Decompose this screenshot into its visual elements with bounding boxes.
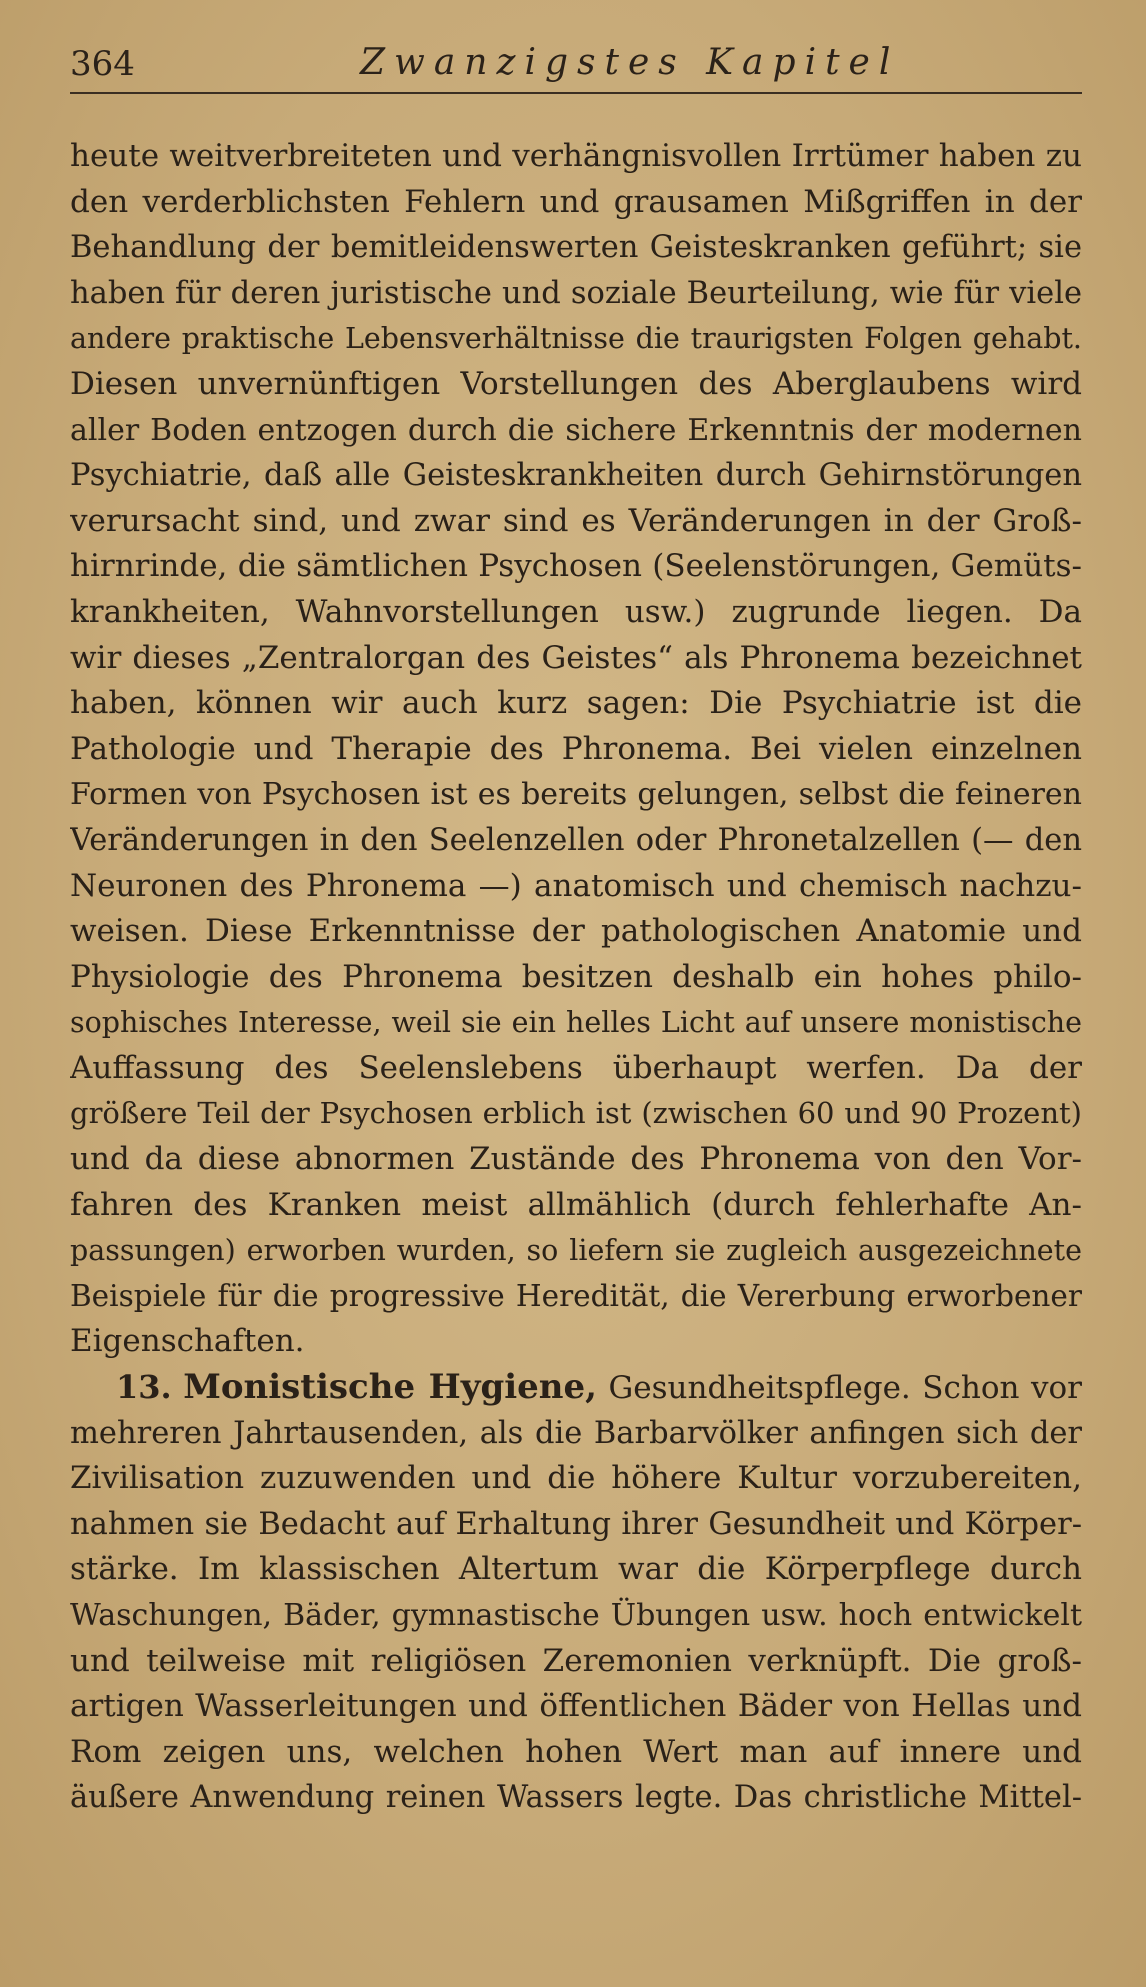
text-line: Waschungen, Bäder, gymnastische Übungen usw. hoch entwickelt xyxy=(70,1598,1082,1633)
text-line: Rom zeigen uns, welchen hohen Wert man auf innere und xyxy=(70,1733,1082,1770)
body-text xyxy=(70,134,1082,1821)
text-line: den verderblichsten Fehlern und grausamen Mißgriffen in der xyxy=(70,183,1082,220)
text-line: verursacht sind, und zwar sind es Veränderungen in der Groß- xyxy=(70,502,1082,539)
page-header xyxy=(70,40,1082,94)
text-line: und teilweise mit religiösen Zeremonien verknüpft. Die groß- xyxy=(70,1642,1082,1679)
text-line: Veränderungen in den Seelenzellen oder Phronetalzellen (— den xyxy=(70,822,1082,858)
text-line: Behandlung der bemitleidenswerten Geisteskranken geführt; sie xyxy=(70,230,1082,266)
text-line: Neuronen des Phronema —) anatomisch und chemisch nachzu- xyxy=(70,867,1082,904)
running-head: Zwanzigstes Kapitel xyxy=(360,42,900,83)
section-heading-line xyxy=(70,1365,1082,1411)
text-line: Auffassung des Seelenslebens überhaupt werfen. Da der xyxy=(70,1049,1082,1086)
text-line: Psychiatrie, daß alle Geisteskrankheiten durch Gehirnstörungen xyxy=(70,458,1082,494)
text-line: Beispiele für die progressive Heredität, die Vererbung erworbener xyxy=(70,1278,1082,1313)
text-line: größere Teil der Psychosen erblich ist (zwischen 60 und 90 Prozent) xyxy=(70,1096,1082,1131)
text-line: artigen Wasserleitungen und öffentlichen Bäder von Hellas und xyxy=(70,1688,1082,1725)
section-title: Monistische Hygiene, xyxy=(183,1367,597,1408)
text-line: sophisches Interesse, weil sie ein helles Licht auf unsere monistische xyxy=(70,1006,1082,1040)
text-line: nahmen sie Bedacht auf Erhaltung ihrer Gesundheit und Körper- xyxy=(70,1506,1082,1542)
text-line: haben, können wir auch kurz sagen: Die Psychiatrie ist die xyxy=(70,685,1082,722)
section-number: 13. xyxy=(116,1368,172,1407)
text-line: fahren des Kranken meist allmählich (durch fehlerhafte An- xyxy=(70,1186,1082,1223)
section-intro-text: Gesundheitspflege. Schon vor xyxy=(596,1370,1082,1407)
text-line: andere praktische Lebensverhältnisse die traurigsten Folgen gehabt. xyxy=(70,322,1082,356)
paragraph-end-line: Eigenschaften. xyxy=(70,1323,305,1360)
text-line: und da diese abnormen Zustände des Phronema von den Vor- xyxy=(70,1141,1082,1178)
text-line: stärke. Im klassischen Altertum war die Körperpflege durch xyxy=(70,1551,1082,1588)
text-line: passungen) erworben wurden, so liefern sie zugleich ausgezeichnete xyxy=(70,1234,1082,1268)
page-number: 364 xyxy=(70,44,135,84)
text-line: Zivilisation zuzuwenden und die höhere Kultur vorzubereiten, xyxy=(70,1460,1082,1497)
text-line: wir dieses „Zentralorgan des Geistes“ als Phronema bezeichnet xyxy=(70,639,1082,676)
text-line: heute weitverbreiteten und verhängnisvollen Irrtümer haben zu xyxy=(70,138,1082,174)
text-line: weisen. Diese Erkenntnisse der pathologischen Anatomie und xyxy=(70,913,1082,950)
text-line: haben für deren juristische und soziale Beurteilung, wie für viele xyxy=(70,275,1082,311)
text-line: Pathologie und Therapie des Phronema. Bei vielen einzelnen xyxy=(70,730,1082,767)
text-line: krankheiten, Wahnvorstellungen usw.) zugrunde liegen. Da xyxy=(70,593,1082,630)
text-line: hirnrinde, die sämtlichen Psychosen (Seelenstörungen, Gemüts- xyxy=(70,548,1082,585)
text-line: Physiologie des Phronema besitzen deshalb ein hohes philo- xyxy=(70,958,1082,995)
text-line: mehreren Jahrtausenden, als die Barbarvölker anfingen sich der xyxy=(70,1415,1082,1451)
text-line: aller Boden entzogen durch die sichere Erkenntnis der modernen xyxy=(70,412,1082,448)
text-line: äußere Anwendung reinen Wassers legte. Das christliche Mittel- xyxy=(70,1780,1082,1816)
text-line: Diesen unvernünftigen Vorstellungen des Aberglaubens wird xyxy=(70,365,1082,402)
text-line: Formen von Psychosen ist es bereits gelungen, selbst die feineren xyxy=(70,777,1082,813)
